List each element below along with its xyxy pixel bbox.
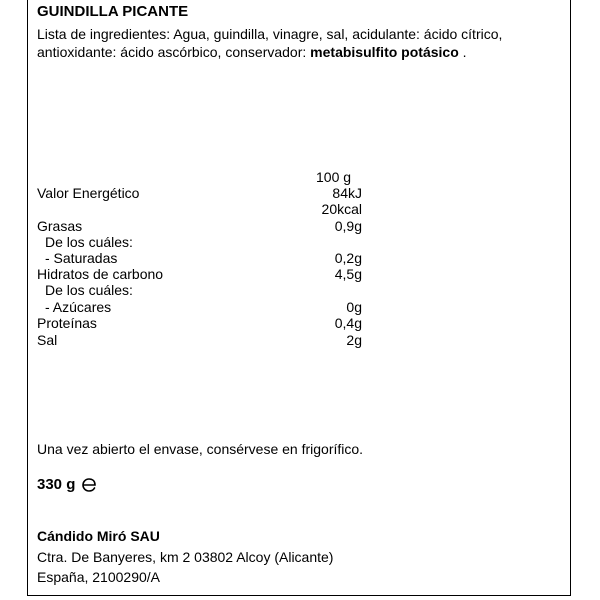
ingredients-line-2 bbox=[37, 44, 467, 60]
energy-kj-value: 84kJ bbox=[332, 185, 362, 201]
ingredients-end: . bbox=[458, 44, 467, 60]
salt-label: Sal bbox=[37, 332, 58, 348]
carbs-sub-label: De los cuáles: bbox=[45, 282, 133, 298]
product-title: GUINDILLA PICANTE bbox=[37, 3, 189, 20]
fat-label: Grasas bbox=[37, 218, 83, 234]
company-address: Ctra. De Banyeres, km 2 03802 Alcoy (Alicante) bbox=[37, 549, 334, 565]
saturated-value: 0,2g bbox=[334, 250, 362, 266]
protein-label: Proteínas bbox=[37, 315, 97, 331]
fat-value: 0,9g bbox=[334, 218, 362, 234]
carbs-label: Hidratos de carbono bbox=[37, 266, 164, 282]
ingredients-line-1: Lista de ingredientes: Agua, guindilla, vinagre, sal, acidulante: ácido cítrico, bbox=[37, 26, 503, 42]
saturated-label: - Saturadas bbox=[45, 250, 118, 266]
storage-instructions: Una vez abierto el envase, consérvese en frigorífico. bbox=[37, 441, 364, 457]
protein-value: 0,4g bbox=[334, 315, 362, 331]
estimated-sign-icon bbox=[80, 476, 98, 494]
fat-sub-label: De los cuáles: bbox=[45, 234, 133, 250]
sugars-value: 0g bbox=[346, 299, 362, 315]
company-name: Cándido Miró SAU bbox=[37, 528, 160, 544]
sugars-label: - Azúcares bbox=[45, 299, 112, 315]
energy-label: Valor Energético bbox=[37, 185, 140, 201]
label-frame bbox=[27, 0, 571, 596]
nutrition-column-header: 100 g bbox=[316, 169, 352, 185]
salt-value: 2g bbox=[346, 332, 362, 348]
ingredients-text: antioxidante: ácido ascórbico, conservador: bbox=[37, 44, 311, 60]
allergen-highlight: metabisulfito potásico bbox=[310, 44, 459, 60]
company-country-code: España, 2100290/A bbox=[37, 569, 160, 585]
carbs-value: 4,5g bbox=[334, 266, 362, 282]
net-weight: 330 g bbox=[37, 476, 76, 493]
energy-kcal-value: 20kcal bbox=[321, 201, 362, 217]
